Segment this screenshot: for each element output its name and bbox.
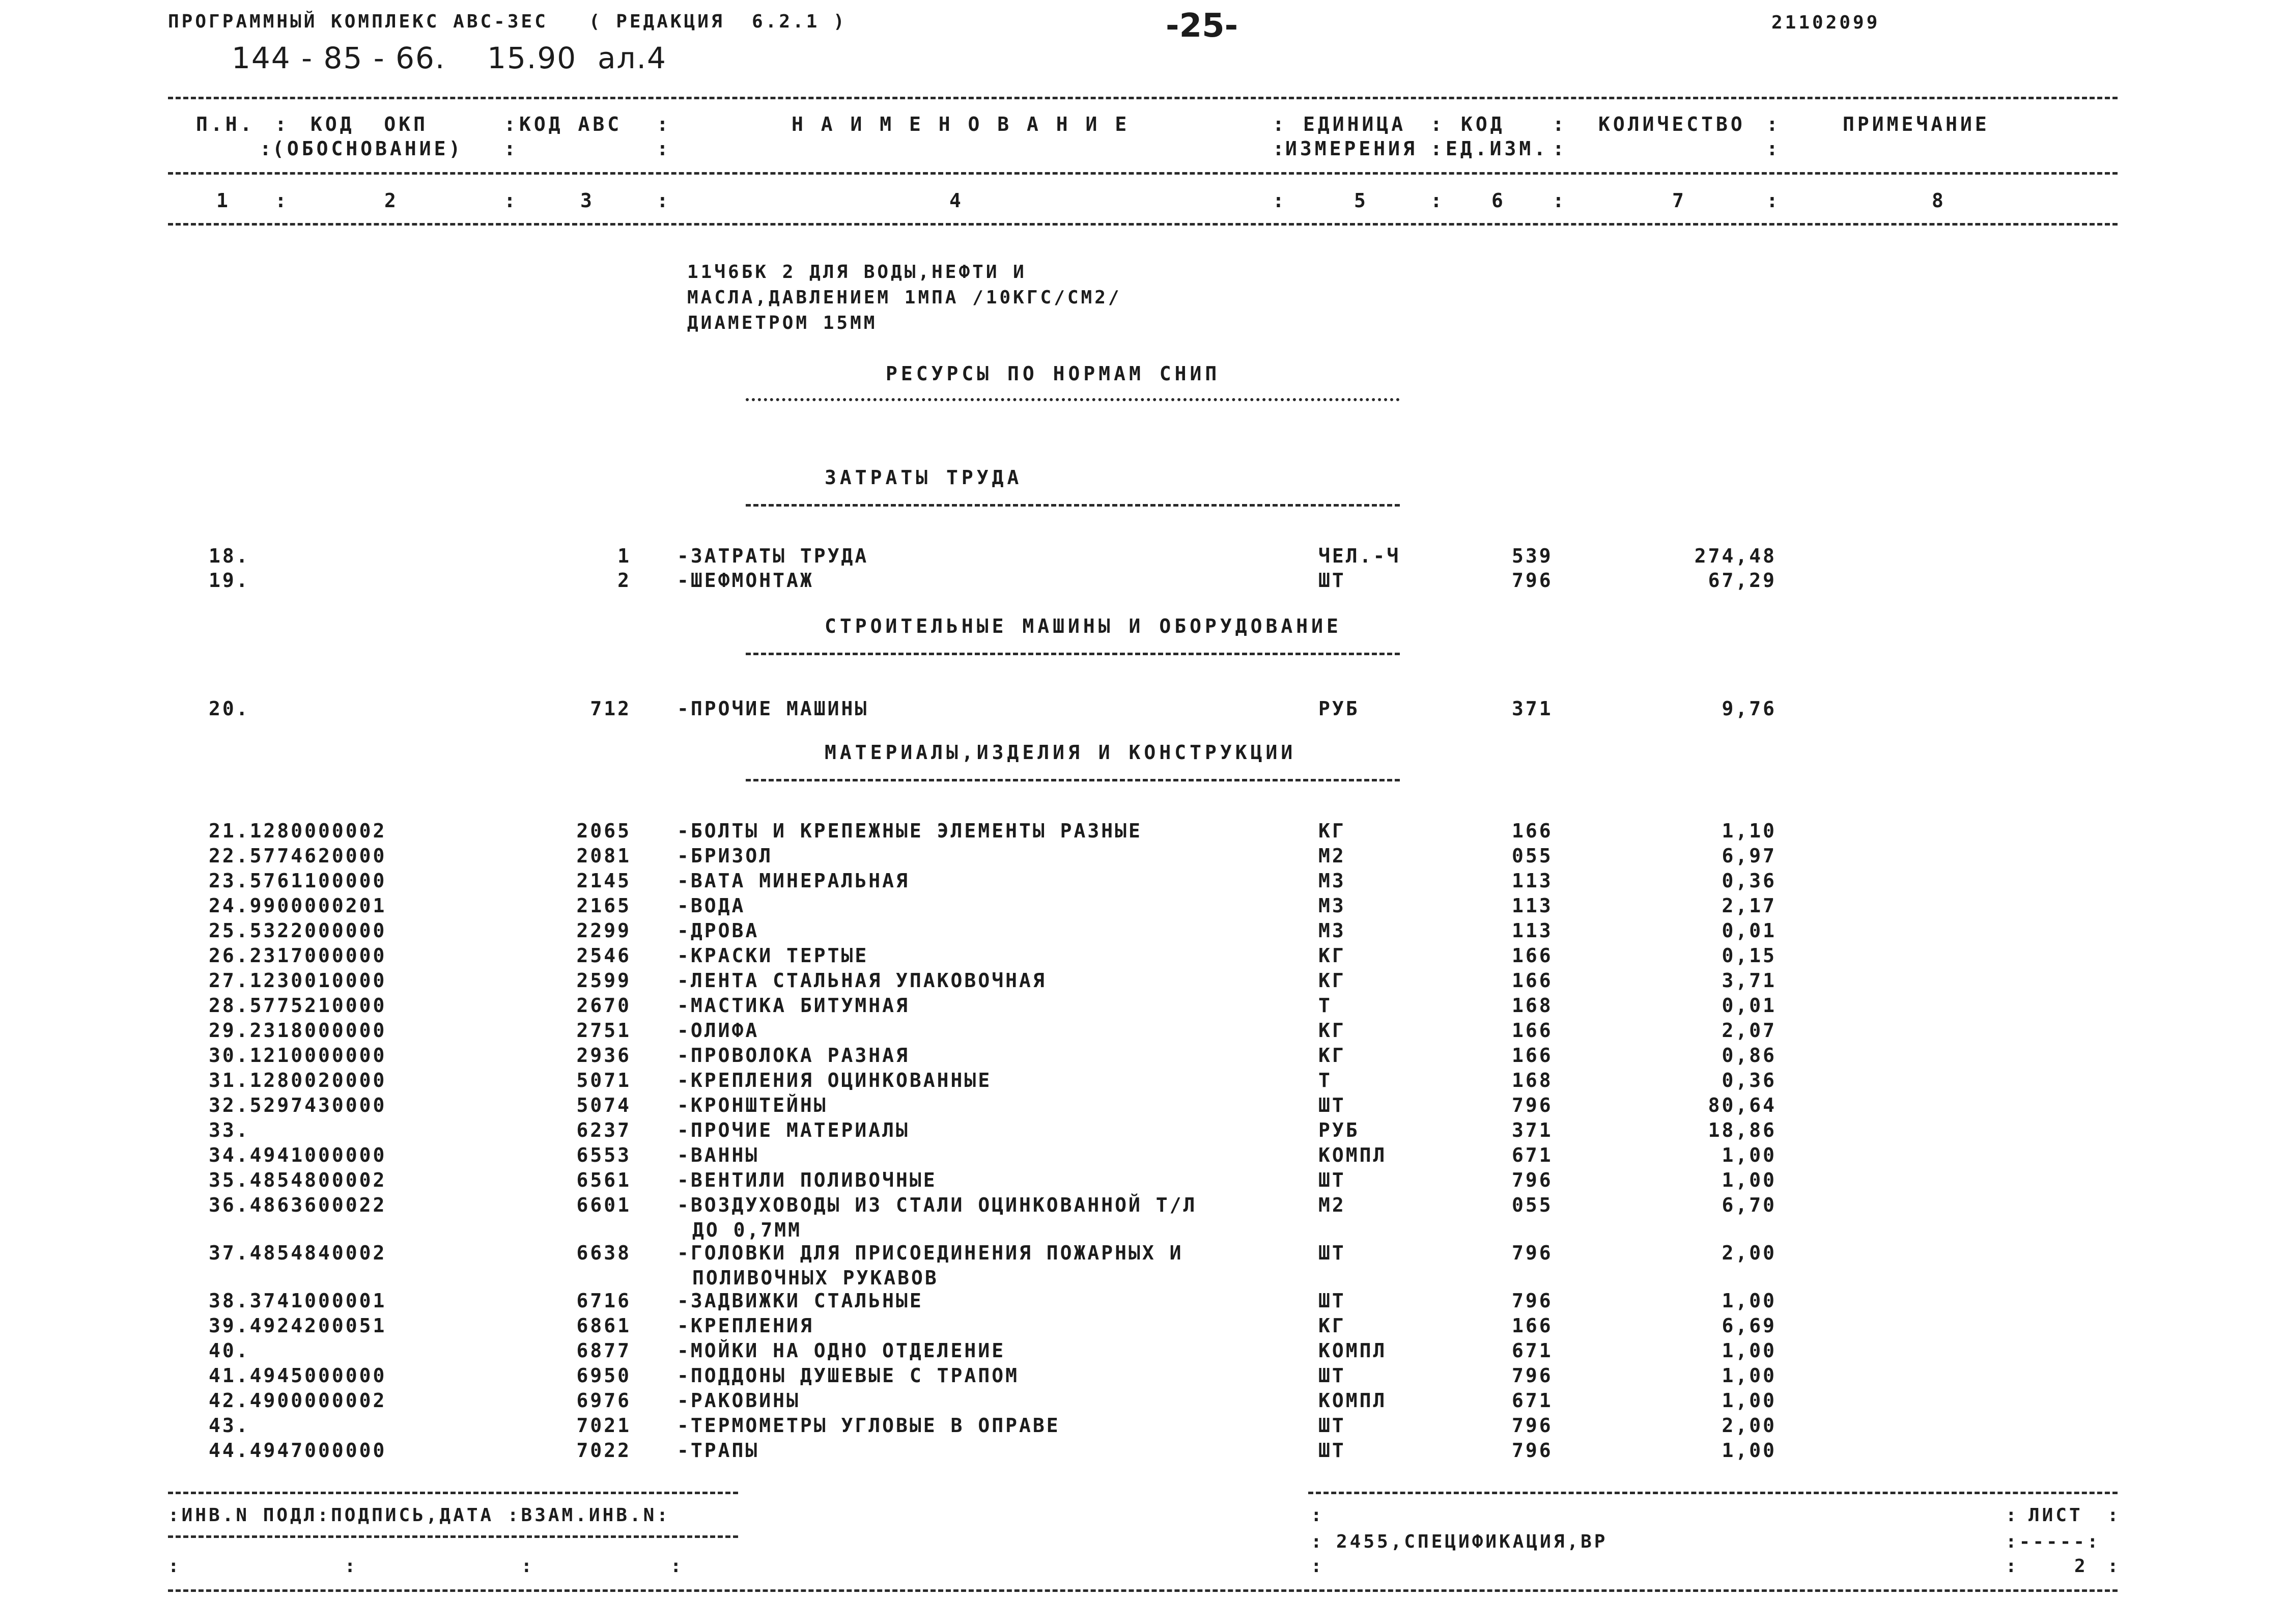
row-quantity: 6,97 [1722,845,1777,867]
row-name: -КРЕПЛЕНИЯ ОЦИНКОВАННЫЕ [677,1069,992,1091]
col-sep: : [657,113,671,135]
row-number: 29.2318000000 [209,1019,387,1042]
row-unit: КОМПЛ [1318,1339,1387,1362]
row-unit: КГ [1318,1044,1346,1067]
footer-rule-left-mid [168,1535,738,1538]
col-header-name: Н А И М Е Н О В А Н И Е [792,113,1130,135]
footer-sheet-label: ЛИСТ [2028,1505,2083,1526]
row-number: 43. [209,1414,250,1437]
row-name: -ПРОВОЛОКА РАЗНАЯ [677,1044,910,1067]
col-header-ucode: КОД [1461,113,1505,135]
row-abc-code: 2065 [576,820,631,842]
row-unit-code: 671 [1512,1339,1553,1362]
program-header: ПРОГРАММНЫЙ КОМПЛЕКС АВС-3ЕС ( РЕДАКЦИЯ 6.2.1 ) [168,11,847,32]
doc-number: 21102099 [1771,12,1880,33]
table-row-continuation [0,1219,2284,1243]
row-quantity: 1,00 [1722,1339,1777,1362]
col-sep: : [275,189,290,212]
col-sep: : [260,137,274,160]
row-unit: М3 [1318,870,1346,892]
col-sep: : [1766,137,1781,160]
row-unit-code: 113 [1512,919,1553,942]
row-quantity: 1,00 [1722,1144,1777,1166]
table-row [0,1439,2284,1464]
row-number: 41.4945000000 [209,1364,387,1387]
row-name: -ШЕФМОНТАЖ [677,569,814,592]
row-unit-code: 168 [1512,994,1553,1017]
row-abc-code: 5074 [576,1094,631,1116]
row-number: 34.4941000000 [209,1144,387,1166]
row-unit-code: 796 [1512,1242,1553,1264]
resources-title: РЕСУРСЫ ПО НОРМАМ СНИП [886,362,1221,385]
row-unit: РУБ [1318,1119,1360,1141]
row-quantity: 3,71 [1722,969,1777,992]
resources-underline [746,398,1400,401]
footer-empty-fields: : : : : [168,1556,684,1577]
row-unit: ШТ [1318,1094,1346,1116]
row-unit-code: 796 [1512,1290,1553,1312]
row-unit: КГ [1318,944,1346,967]
row-quantity: 0,36 [1722,870,1777,892]
row-name: -ЗАТРАТЫ ТРУДА [677,545,869,567]
row-quantity: 2,00 [1722,1414,1777,1437]
row-unit: ШТ [1318,1439,1346,1462]
row-abc-code: 712 [590,697,631,720]
row-unit-code: 796 [1512,1414,1553,1437]
table-row [0,1414,2284,1439]
footer-sep: : [1311,1556,1324,1577]
table-row [0,1364,2284,1389]
rule-header-mid [168,172,2118,175]
footer-doc-title: 2455,СПЕЦИФИКАЦИЯ,ВР [1336,1531,1608,1552]
row-quantity: 2,00 [1722,1242,1777,1264]
table-row [0,1069,2284,1094]
row-name: -ЗАДВИЖКИ СТАЛЬНЫЕ [677,1290,923,1312]
row-quantity: 0,15 [1722,944,1777,967]
row-quantity: 0,01 [1722,919,1777,942]
row-quantity: 80,64 [1708,1094,1777,1116]
col-sep: : [1766,113,1781,135]
row-abc-code: 6861 [576,1314,631,1337]
row-unit: КГ [1318,969,1346,992]
table-row [0,870,2284,894]
row-abc-code: 2670 [576,994,631,1017]
row-name: -КРЕПЛЕНИЯ [677,1314,814,1337]
row-abc-code: 5071 [576,1069,631,1091]
row-abc-code: 6601 [576,1194,631,1216]
row-number: 25.5322000000 [209,919,387,942]
row-name: -КРОНШТЕЙНЫ [677,1094,828,1116]
row-unit-code: 166 [1512,820,1553,842]
col-header-note: ПРИМЕЧАНИЕ [1843,113,1990,135]
col-number-3: 3 [580,189,595,212]
col-number-4: 4 [949,189,964,212]
table-row [0,845,2284,869]
row-name: -ГОЛОВКИ ДЛЯ ПРИСОЕДИНЕНИЯ ПОЖАРНЫХ И [677,1242,1183,1264]
row-unit-code: 371 [1512,1119,1553,1141]
row-name: -БРИЗОЛ [677,845,773,867]
row-abc-code: 2081 [576,845,631,867]
table-row-continuation [0,1267,2284,1291]
row-quantity: 2,07 [1722,1019,1777,1042]
table-row [0,1094,2284,1118]
row-number: 40. [209,1339,250,1362]
row-name: -КРАСКИ ТЕРТЫЕ [677,944,869,967]
row-number: 22.5774620000 [209,845,387,867]
row-unit-code: 371 [1512,697,1553,720]
row-name: -ПРОЧИЕ МАШИНЫ [677,697,869,720]
row-unit: ЧЕЛ.-Ч [1318,545,1401,567]
row-quantity: 2,17 [1722,894,1777,917]
row-number: 30.1210000000 [209,1044,387,1067]
col-number-5: 5 [1354,189,1369,212]
rule-top [168,97,2118,99]
table-row [0,1194,2284,1218]
row-unit-code: 671 [1512,1144,1553,1166]
row-name: -ПРОЧИЕ МАТЕРИАЛЫ [677,1119,910,1141]
row-unit-code: 796 [1512,569,1553,592]
row-number: 28.5775210000 [209,994,387,1017]
col-sep: : [504,113,519,135]
row-unit-code: 671 [1512,1389,1553,1412]
row-name: -ОЛИФА [677,1019,759,1042]
row-number: 18. [209,545,250,567]
row-number: 27.1230010000 [209,969,387,992]
row-abc-code: 2751 [576,1019,631,1042]
table-row [0,1044,2284,1069]
row-unit: КОМПЛ [1318,1144,1387,1166]
row-number: 37.4854840002 [209,1242,387,1264]
row-name: -МОЙКИ НА ОДНО ОТДЕЛЕНИЕ [677,1339,1006,1362]
row-name: -РАКОВИНЫ [677,1389,800,1412]
row-number: 36.4863600022 [209,1194,387,1216]
section-labor-underline [746,504,1400,507]
table-row [0,1169,2284,1193]
row-abc-code: 6716 [576,1290,631,1312]
row-quantity: 9,76 [1722,697,1777,720]
row-unit-code: 796 [1512,1439,1553,1462]
row-unit-code: 539 [1512,545,1553,567]
col-number-2: 2 [384,189,399,212]
row-quantity: 18,86 [1708,1119,1777,1141]
col-sep: : [1430,189,1445,212]
handwritten-note: 144 - 85 - 66. 15.90 ал.4 [232,41,667,75]
row-unit: ШТ [1318,1169,1346,1191]
row-name: -ДРОВА [677,919,759,942]
row-unit-code: 166 [1512,1019,1553,1042]
row-abc-code: 7021 [576,1414,631,1437]
row-name-continuation: ДО 0,7ММ [692,1219,802,1241]
col-sep: : [1273,137,1287,160]
row-quantity: 67,29 [1708,569,1777,592]
row-unit: ШТ [1318,1414,1346,1437]
section-labor-title: ЗАТРАТЫ ТРУДА [825,466,1023,489]
row-abc-code: 6237 [576,1119,631,1141]
footer-rule-right-top [1308,1492,2118,1494]
row-name-continuation: ПОЛИВОЧНЫХ РУКАВОВ [692,1267,939,1289]
footer-sheet-number: 2 [2074,1556,2088,1577]
row-abc-code: 2145 [576,870,631,892]
footer-sep: : [1311,1505,1324,1526]
row-abc-code: 6638 [576,1242,631,1264]
footer-signature-fields: :ИНВ.N ПОДЛ:ПОДПИСЬ,ДАТА :ВЗАМ.ИНВ.N: [168,1505,670,1526]
row-unit: ШТ [1318,1364,1346,1387]
table-row [0,1314,2284,1339]
col-sep: : [657,137,671,160]
table-row [0,1339,2284,1364]
table-row [0,545,2284,569]
col-sep: : [504,189,519,212]
col-sep: : [1553,137,1567,160]
row-name: -ТЕРМОМЕТРЫ УГЛОВЫЕ В ОПРАВЕ [677,1414,1060,1437]
row-abc-code: 6553 [576,1144,631,1166]
row-unit: КГ [1318,1019,1346,1042]
row-unit: ШТ [1318,1242,1346,1264]
col-sep: : [1553,189,1567,212]
row-number: 44.4947000000 [209,1439,387,1462]
row-unit-code: 113 [1512,870,1553,892]
row-quantity: 1,10 [1722,820,1777,842]
row-abc-code: 2546 [576,944,631,967]
table-row [0,919,2284,944]
row-unit-code: 166 [1512,944,1553,967]
row-unit: М2 [1318,845,1346,867]
row-quantity: 1,00 [1722,1290,1777,1312]
section-materials-title: МАТЕРИАЛЫ,ИЗДЕЛИЯ И КОНСТРУКЦИИ [825,741,1296,764]
row-name: -ВАТА МИНЕРАЛЬНАЯ [677,870,910,892]
row-number: 23.5761100000 [209,870,387,892]
col-header-unit2: ИЗМЕРЕНИЯ [1285,137,1418,160]
row-number: 39.4924200051 [209,1314,387,1337]
description-line-1: 11Ч6БК 2 ДЛЯ ВОДЫ,НЕФТИ И [687,262,1027,283]
row-name: -ПОДДОНЫ ДУШЕВЫЕ С ТРАПОМ [677,1364,1019,1387]
table-row [0,1144,2284,1168]
col-header-basis: (ОБОСНОВАНИЕ) [272,137,464,160]
col-header-qty: КОЛИЧЕСТВО [1598,113,1745,135]
row-name: -ЛЕНТА СТАЛЬНАЯ УПАКОВОЧНАЯ [677,969,1047,992]
row-quantity: 0,86 [1722,1044,1777,1067]
page-number: -25- [1166,7,1238,45]
row-abc-code: 2599 [576,969,631,992]
row-name: -БОЛТЫ И КРЕПЕЖНЫЕ ЭЛЕМЕНТЫ РАЗНЫЕ [677,820,1142,842]
row-unit: М3 [1318,894,1346,917]
row-unit: Т [1318,1069,1332,1091]
col-sep: : [657,189,671,212]
col-sep: : [275,113,290,135]
table-row [0,1290,2284,1314]
row-abc-code: 2165 [576,894,631,917]
row-number: 42.4900000002 [209,1389,387,1412]
row-unit: ШТ [1318,1290,1346,1312]
table-row [0,944,2284,969]
row-number: 20. [209,697,250,720]
table-row [0,969,2284,994]
row-quantity: 0,36 [1722,1069,1777,1091]
row-number: 32.5297430000 [209,1094,387,1116]
col-sep: : [1430,137,1445,160]
section-materials-underline [746,779,1400,781]
footer-sep: : [2006,1556,2019,1577]
row-name: -ВАННЫ [677,1144,759,1166]
table-row [0,1119,2284,1143]
footer-sep: : [2107,1556,2121,1577]
row-abc-code: 2936 [576,1044,631,1067]
footer-rule-bottom [168,1589,2118,1592]
col-sep: : [1273,189,1287,212]
row-abc-code: 2299 [576,919,631,942]
row-unit: КГ [1318,820,1346,842]
row-name: -ТРАПЫ [677,1439,759,1462]
col-sep: : [1553,113,1567,135]
footer-sep: : [1311,1531,1324,1552]
col-number-1: 1 [216,189,231,212]
row-unit-code: 055 [1512,845,1553,867]
table-row [0,569,2284,594]
row-abc-code: 6877 [576,1339,631,1362]
row-unit-code: 166 [1512,1314,1553,1337]
description-line-3: ДИАМЕТРОМ 15ММ [687,313,878,333]
col-sep: : [1430,113,1445,135]
row-number: 21.1280000002 [209,820,387,842]
row-unit: Т [1318,994,1332,1017]
table-row [0,994,2284,1019]
row-unit-code: 166 [1512,969,1553,992]
row-number: 24.9900000201 [209,894,387,917]
row-unit: КОМПЛ [1318,1389,1387,1412]
table-row [0,1389,2284,1414]
row-quantity: 6,69 [1722,1314,1777,1337]
row-unit-code: 055 [1512,1194,1553,1216]
row-quantity: 6,70 [1722,1194,1777,1216]
row-unit-code: 796 [1512,1364,1553,1387]
row-abc-code: 6976 [576,1389,631,1412]
row-number: 38.3741000001 [209,1290,387,1312]
col-sep: : [1766,189,1781,212]
row-quantity: 1,00 [1722,1169,1777,1191]
row-abc-code: 1 [617,545,631,567]
row-name: -МАСТИКА БИТУМНАЯ [677,994,910,1017]
table-row [0,697,2284,722]
description-line-2: МАСЛА,ДАВЛЕНИЕМ 1МПА /10КГС/СМ2/ [687,287,1122,308]
rule-header-bottom [168,223,2118,226]
row-number: 31.1280020000 [209,1069,387,1091]
row-number: 19. [209,569,250,592]
row-unit-code: 166 [1512,1044,1553,1067]
row-abc-code: 6950 [576,1364,631,1387]
row-quantity: 1,00 [1722,1364,1777,1387]
footer-rule-left-top [168,1492,738,1494]
col-header-okp: КОД ОКП [311,113,429,135]
row-quantity: 1,00 [1722,1439,1777,1462]
section-machines-underline [746,653,1400,655]
row-unit-code: 796 [1512,1094,1553,1116]
col-number-7: 7 [1672,189,1687,212]
col-number-6: 6 [1491,189,1506,212]
table-row [0,1242,2284,1266]
row-number: 33. [209,1119,250,1141]
row-name: -ВОЗДУХОВОДЫ ИЗ СТАЛИ ОЦИНКОВАННОЙ Т/Л [677,1194,1197,1216]
row-quantity: 1,00 [1722,1389,1777,1412]
col-header-abc: КОД АВС [519,113,623,135]
col-header-ucode2: ЕД.ИЗМ. [1446,137,1549,160]
row-quantity: 274,48 [1694,545,1777,567]
table-row [0,820,2284,844]
row-unit-code: 796 [1512,1169,1553,1191]
row-unit: ШТ [1318,569,1346,592]
col-sep: : [1273,113,1287,135]
row-number: 26.2317000000 [209,944,387,967]
section-machines-title: СТРОИТЕЛЬНЫЕ МАШИНЫ И ОБОРУДОВАНИЕ [825,615,1342,637]
col-sep: : [504,137,519,160]
row-unit: КГ [1318,1314,1346,1337]
row-abc-code: 6561 [576,1169,631,1191]
row-unit: РУБ [1318,697,1360,720]
row-unit: М2 [1318,1194,1346,1216]
table-row [0,1019,2284,1044]
row-unit-code: 168 [1512,1069,1553,1091]
footer-sep: : [2107,1505,2121,1526]
col-header-num: П.Н. [196,113,255,135]
row-unit-code: 113 [1512,894,1553,917]
col-header-unit: ЕДИНИЦА [1303,113,1406,135]
table-row [0,894,2284,919]
row-number: 35.4854800002 [209,1169,387,1191]
row-unit: М3 [1318,919,1346,942]
row-abc-code: 2 [617,569,631,592]
row-name: -ВОДА [677,894,746,917]
row-abc-code: 7022 [576,1439,631,1462]
footer-sep: : [2006,1505,2019,1526]
row-name: -ВЕНТИЛИ ПОЛИВОЧНЫЕ [677,1169,937,1191]
footer-sep: :-----: [2006,1531,2101,1552]
col-number-8: 8 [1932,189,1947,212]
row-quantity: 0,01 [1722,994,1777,1017]
